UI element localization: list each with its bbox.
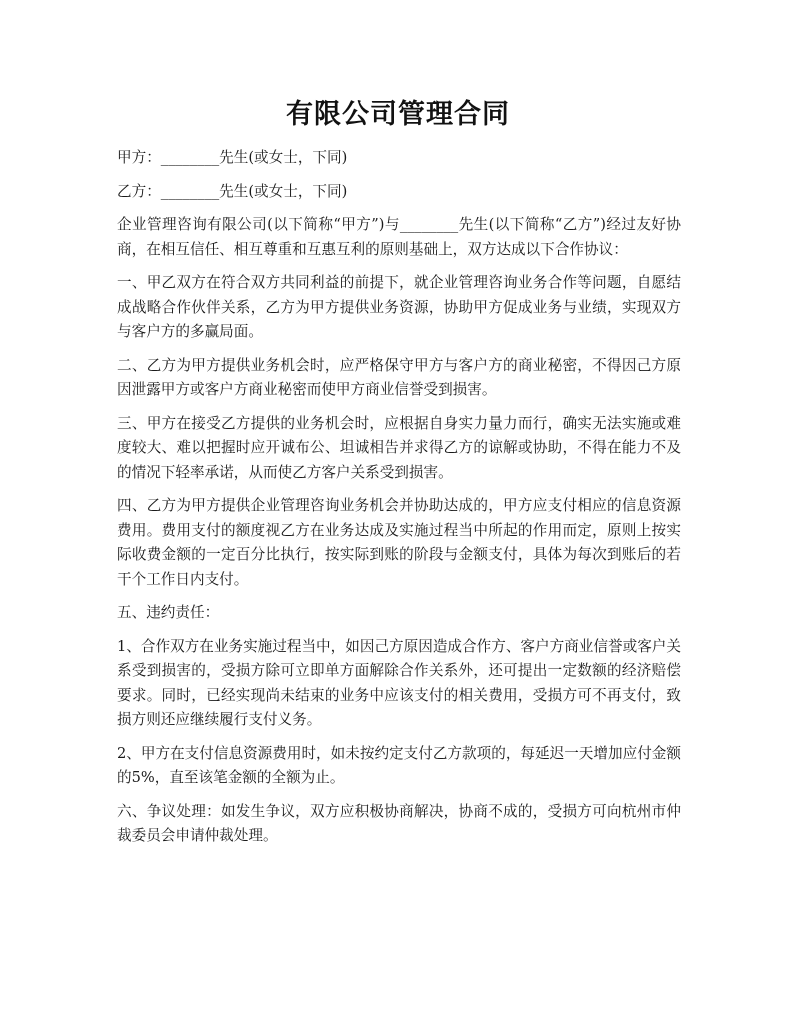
preamble-paragraph: 企业管理咨询有限公司(以下简称“甲方”)与________先生(以下简称“乙方”)经过友好协商，在相互信任、相互尊重和互惠互利的原则基础上，双方达成以下合作协议： <box>117 216 681 258</box>
clause-5-item-1: 1、合作双方在业务实施过程当中，如因己方原因造成合作方、客户方商业信誉或客户关系受到损害的，受损方除可立即单方面解除合作关系外，还可提出一定数额的经济赔偿要求。同时，已经实现尚未结束的业务中应该支付的相关费用，受损方可不再支付，致损方则还应继续履行支付义务。 <box>117 637 681 728</box>
party-a-line: 甲方：________先生(或女士，下同) <box>117 149 348 166</box>
clause-6-paragraph: 六、争议处理：如发生争议，双方应积极协商解决，协商不成的，受损方可向杭州市仲裁委员会申请仲裁处理。 <box>117 802 681 844</box>
clause-5-item-2: 2、甲方在支付信息资源费用时，如未按约定支付乙方款项的，每延迟一天增加应付金额的5%，直至该笔金额的全额为止。 <box>117 744 681 786</box>
clause-3-paragraph: 三、甲方在接受乙方提供的业务机会时，应根据自身实力量力而行，确实无法实施或难度较大、难以把握时应开诚布公、坦诚相告并求得乙方的谅解或协助，不得在能力不及的情况下轻率承诺，从而使乙方客户关系受到损害。 <box>117 414 681 481</box>
clause-2-paragraph: 二、乙方为甲方提供业务机会时，应严格保守甲方与客户方的商业秘密，不得因己方原因泄露甲方或客户方商业秘密而使甲方商业信誉受到损害。 <box>117 356 681 398</box>
party-b-line: 乙方：________先生(或女士，下同) <box>117 182 348 200</box>
clause-5-heading: 五、违约责任： <box>117 604 220 621</box>
clause-4-paragraph: 四、乙方为甲方提供企业管理咨询业务机会并协助达成的，甲方应支付相应的信息资源费用。费用支付的额度视乙方在业务达成及实施过程当中所起的作用而定，原则上按实际收费金额的一定百分比执行，按实际到账的阶段与金额支付，具体为每次到账后的若干个工作日内支付。 <box>117 497 681 588</box>
document-body <box>117 146 681 858</box>
clause-1-paragraph: 一、甲乙双方在符合双方共同利益的前提下，就企业管理咨询业务合作等问题，自愿结成战略合作伙伴关系，乙方为甲方提供业务资源，协助甲方促成业务与业绩，实现双方与客户方的多赢局面。 <box>117 274 681 340</box>
document-title: 有限公司管理合同 <box>286 99 510 130</box>
